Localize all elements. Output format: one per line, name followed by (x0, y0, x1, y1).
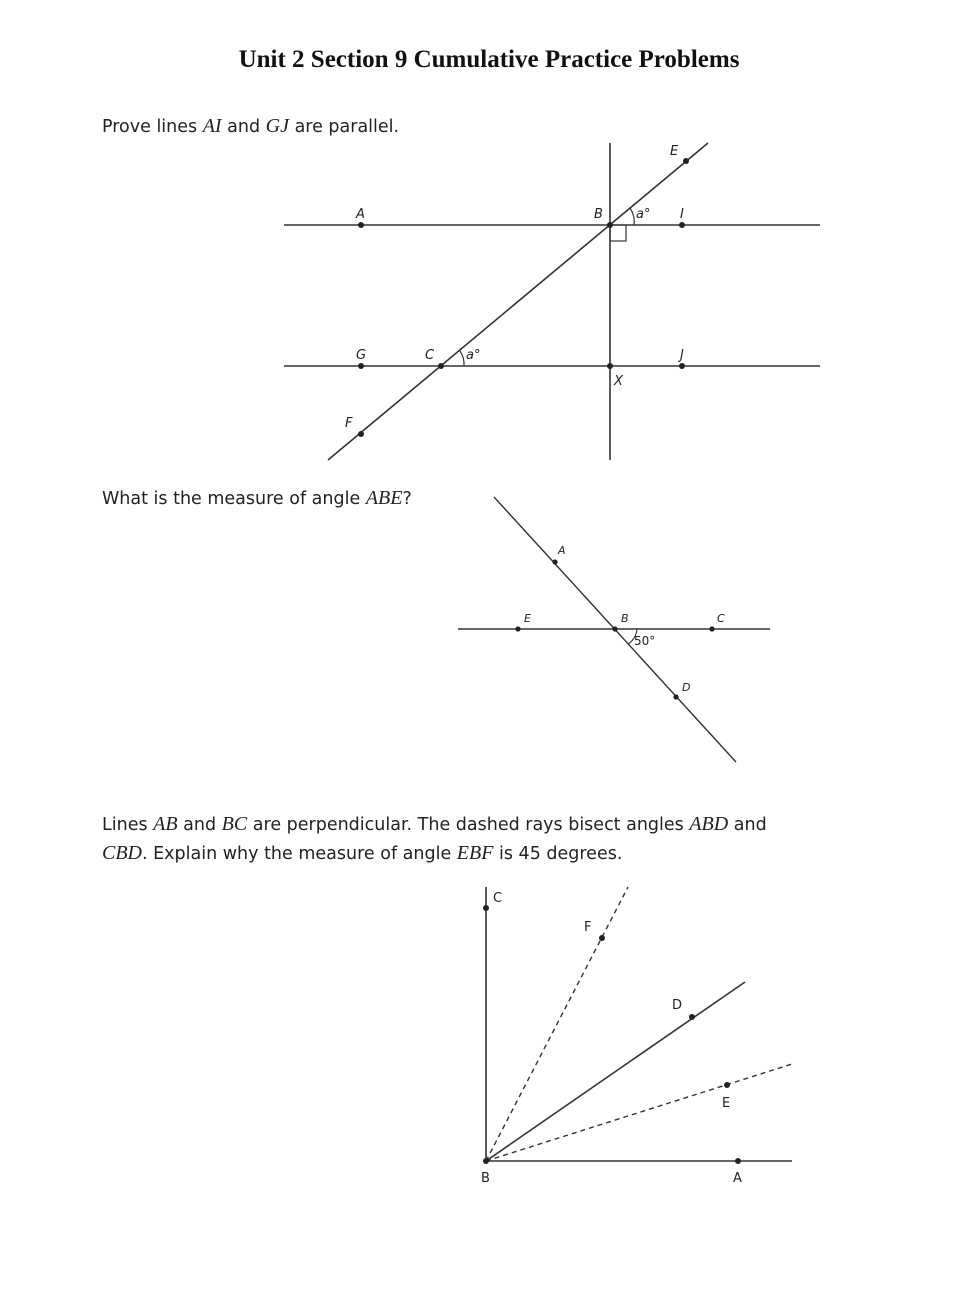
transversal-EF (328, 143, 708, 460)
p3-text: and (728, 815, 767, 835)
p3-ebf: EBF (456, 842, 494, 864)
point-A (358, 222, 364, 228)
point-A3 (735, 1158, 741, 1164)
angle-label-50: 50° (634, 634, 656, 648)
point-C2 (709, 626, 714, 631)
label-A2: A (558, 544, 566, 557)
angle-label-top: a° (636, 207, 651, 222)
point-B2 (612, 626, 617, 631)
problem2-angle: ABE (365, 487, 403, 509)
label-C2: C (717, 612, 725, 625)
label-D3: D (672, 998, 683, 1013)
point-F (358, 431, 364, 437)
point-C (438, 363, 444, 369)
p3-text: . Explain why the measure of angle (142, 844, 457, 864)
label-J: J (680, 348, 684, 363)
problem2-text-before: What is the measure of angle (102, 489, 366, 509)
label-F: F (345, 416, 353, 431)
label-E2: E (524, 612, 531, 625)
problem2-text-after: ? (402, 489, 412, 509)
p3-bc: BC (221, 813, 248, 835)
p3-text: and (177, 815, 222, 835)
label-E3: E (722, 1096, 731, 1111)
point-X (607, 363, 613, 369)
label-C3: C (493, 891, 503, 906)
problem1-line1: AI (202, 115, 222, 137)
ray-BF-dashed (486, 887, 628, 1161)
figure-3-points (483, 905, 741, 1164)
problem1-text-after: are parallel. (289, 117, 400, 137)
p3-text: Lines (102, 815, 154, 835)
problem1-line2: GJ (265, 115, 289, 137)
point-E (683, 158, 689, 164)
label-G: G (356, 348, 367, 363)
point-A2 (552, 559, 557, 564)
p3-ab: AB (153, 813, 178, 835)
problem1-text-and: and (221, 117, 266, 137)
label-I: I (680, 207, 684, 222)
label-A3: A (733, 1171, 742, 1186)
label-B2: B (621, 612, 629, 625)
angle-arc-bottom (460, 351, 464, 366)
right-angle-mark (610, 225, 626, 241)
label-X: X (614, 374, 623, 389)
figure-3 (486, 887, 792, 1161)
ray-BE-dashed (486, 1064, 792, 1161)
point-D2 (673, 694, 678, 699)
p3-cbd: CBD (102, 842, 142, 864)
point-G (358, 363, 364, 369)
label-D2: D (682, 681, 691, 694)
label-A: A (356, 207, 365, 222)
p3-abd: ABD (689, 813, 729, 835)
point-E2 (515, 626, 520, 631)
p3-text: is 45 degrees. (493, 844, 623, 864)
label-B3: B (481, 1171, 490, 1186)
ray-BD (486, 982, 745, 1161)
problem1-text-before: Prove lines (102, 117, 203, 137)
angle-arc-top (630, 208, 634, 225)
point-I (679, 222, 685, 228)
point-J (679, 363, 685, 369)
label-B: B (594, 207, 603, 222)
point-C3 (483, 905, 489, 911)
p3-text: are perpendicular. The dashed rays bisect angles (247, 815, 690, 835)
label-C: C (425, 348, 435, 363)
label-E: E (670, 144, 679, 159)
point-D3 (689, 1014, 695, 1020)
page-title: Unit 2 Section 9 Cumulative Practice Problems (238, 46, 740, 73)
point-F3 (599, 935, 605, 941)
angle-label-bottom: a° (466, 348, 481, 363)
point-B (607, 222, 613, 228)
point-B3 (483, 1158, 489, 1164)
figure-1 (284, 143, 820, 460)
point-E3 (724, 1082, 730, 1088)
label-F3: F (584, 920, 592, 935)
